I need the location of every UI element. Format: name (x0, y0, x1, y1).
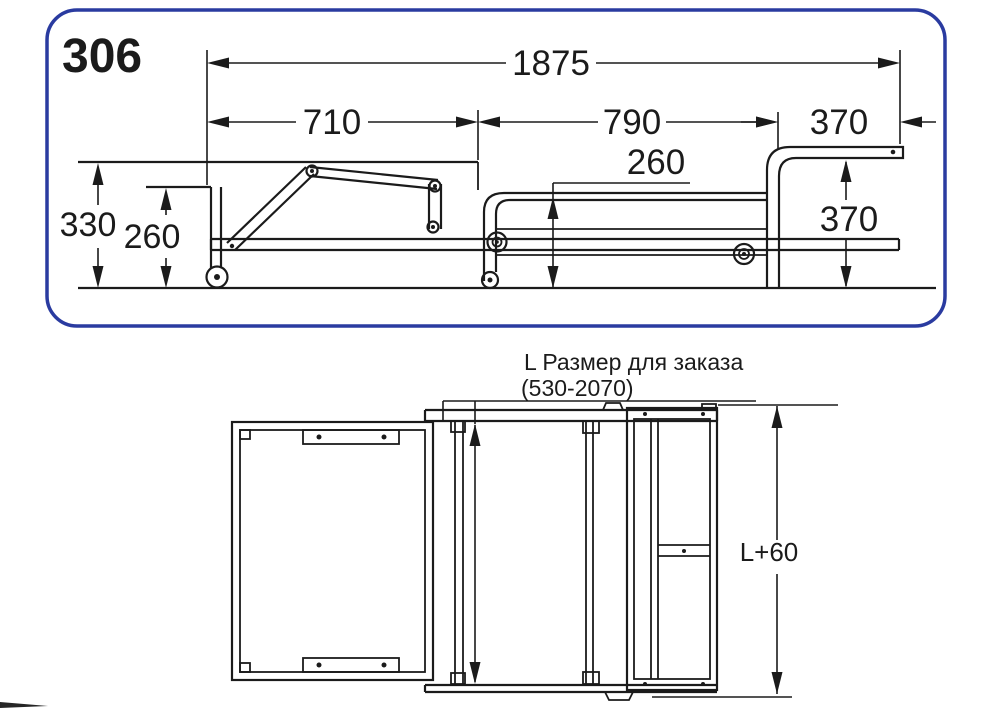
arrow-260c-bottom (548, 266, 559, 288)
arrow-330-bottom (93, 266, 104, 288)
slide-tab-bottom (605, 692, 633, 700)
plate-hole (382, 435, 387, 440)
dim-total-length: 1875 (512, 44, 590, 83)
roller-right-dot (742, 252, 746, 256)
crossbar-rivet (682, 549, 686, 553)
left-frame-inner (240, 430, 425, 672)
order-size-range: (530-2070) (521, 375, 634, 401)
arrow-L-top (470, 424, 481, 446)
left-wheel-hub (214, 274, 220, 280)
seat-front-foot-dot (488, 278, 493, 283)
arrow-1875-left (207, 58, 229, 69)
roller-left-dot (495, 240, 499, 244)
seat-frame-top-outer (484, 193, 767, 212)
pivot-bottom-dot (230, 244, 234, 248)
arrow-710-right (456, 117, 478, 128)
dim-front-height: 260 (123, 218, 181, 256)
corner-tab-bottom (240, 663, 250, 672)
side-view-panel (47, 10, 945, 326)
plate-hole (382, 663, 387, 668)
pivot-top-dot (310, 169, 314, 173)
arrow-L60-top (772, 406, 783, 428)
frame-rivet (701, 682, 705, 686)
link-pivot-upper-dot (433, 184, 437, 188)
left-frame-outer (232, 422, 433, 680)
dim-headrest-length: 370 (809, 103, 869, 142)
slide-rail-b (586, 421, 593, 685)
arrow-330-top (93, 163, 104, 185)
dim-seat-length: 790 (602, 103, 662, 142)
frame-rivet (643, 412, 647, 416)
arrow-790-left (478, 117, 500, 128)
frame-rivet (701, 412, 705, 416)
overall-length-label: L+60 (739, 537, 799, 567)
right-frame-inner (634, 419, 710, 679)
model-number: 306 (62, 30, 143, 83)
arrow-370h-left (756, 117, 778, 128)
seat-frame-top-inner (496, 200, 767, 214)
right-frame-divider (651, 419, 658, 679)
arrow-370h-right (900, 117, 922, 128)
arrow-1875-right (878, 58, 900, 69)
arrow-L60-bottom (772, 672, 783, 694)
arrow-260l-top (161, 188, 172, 210)
dim-backrest-length: 710 (302, 103, 362, 142)
dim-headboard-height: 370 (819, 200, 879, 239)
plate-hole (317, 663, 322, 668)
plate-hole (317, 435, 322, 440)
backrest-bar (310, 167, 438, 189)
corner-tab-top (240, 430, 250, 439)
right-frame-outer (627, 408, 717, 690)
link-arm-diagonal (227, 167, 314, 250)
dim-line-260-center (553, 183, 690, 288)
left-post (211, 187, 221, 268)
arrow-L-bottom (470, 662, 481, 684)
dim-backrest-height: 330 (59, 206, 117, 244)
arrow-260l-bottom (161, 266, 172, 288)
panel-border (47, 10, 945, 326)
page-corner-artifact (0, 702, 48, 708)
main-rail (211, 239, 899, 250)
order-size-label: L Размер для заказа (524, 349, 744, 375)
arrow-370v-bottom (841, 266, 852, 288)
link-pivot-lower-dot (431, 225, 435, 229)
shelf-rivet (891, 150, 896, 155)
top-view-dimensions (443, 349, 838, 697)
dim-seat-height: 260 (626, 143, 686, 182)
frame-rivet (643, 682, 647, 686)
slide-rail-a (455, 421, 463, 685)
arrow-710-left (207, 117, 229, 128)
arrow-370v-top (841, 160, 852, 182)
